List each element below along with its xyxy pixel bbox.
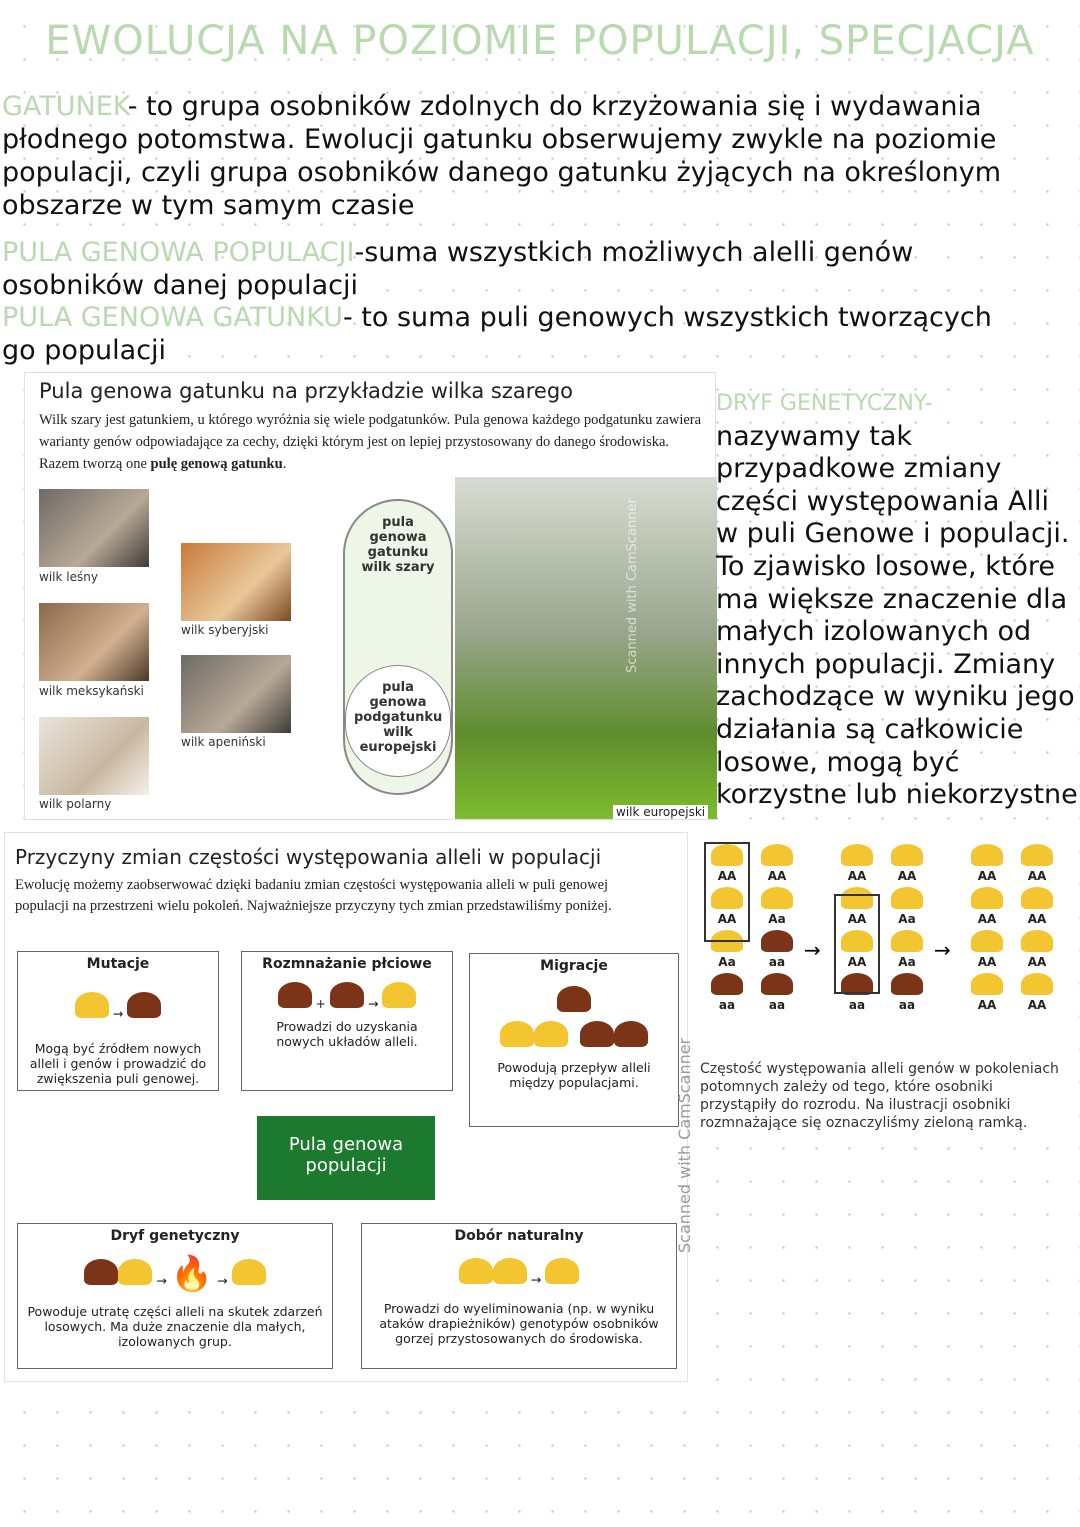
wolf-photo [181, 655, 291, 733]
migration-illustration [470, 1021, 678, 1050]
genotype-label: Aa [898, 955, 916, 969]
species-pool-label: pula genowa gatunku wilk szary [361, 515, 435, 575]
cause-title: Dryf genetyczny [110, 1228, 240, 1244]
genotype-label: AA [847, 912, 867, 926]
snail-genotype [834, 844, 880, 883]
genotype-label: aa [768, 998, 786, 1012]
gene-pool-center: Pula genowa populacji [257, 1116, 435, 1200]
allele-frequency-causes-figure [4, 832, 694, 1382]
genotype-label: aa [898, 998, 916, 1012]
definition-text: nazywamy tak przypadkowe zmiany części występowania Alli w puli Genowe i populacji. To zjawisko losowe, które ma większe znaczenie dla małych izolowanych od innych populacji. Zmiany zachodzące w wyniku jego działania są całkowicie losowe, mogą być korzystne lub niekorzystne [716, 420, 1078, 811]
snail-genotype [754, 844, 800, 883]
definition-text: -suma wszystkich możliwych alelli genów osobników danej populacji [2, 237, 914, 301]
drift-illustration: → 🔥 → [18, 1254, 332, 1294]
cause-text: Powodują przepływ alleli między populacjami. [497, 1060, 651, 1090]
breeding-frame [834, 894, 880, 994]
definition-text: - to grupa osobników zdolnych do krzyżowania się i wydawania płodnego potomstwa. Ewolucji gatunku obserwujemy zwykle na poziomie populacji, czyli grupa osobników danego gatunku żyjących na określonym obszarze w tym samym czasie [2, 91, 1002, 221]
watermark: Scanned with CamScanner [625, 498, 640, 673]
snail-genotype [884, 844, 930, 883]
generation-grid [964, 844, 1060, 1012]
caption: wilk syberyjski [181, 623, 269, 637]
caption: wilk polarny [39, 797, 112, 811]
genotype-label: AA [717, 869, 737, 883]
fire-icon: 🔥 [170, 1254, 214, 1294]
watermark: Scanned with CamScanner [675, 1037, 694, 1253]
snail-icon [761, 973, 793, 995]
snail-genotype [754, 887, 800, 926]
snail-genotype [964, 844, 1010, 883]
snail-icon [1021, 973, 1053, 995]
genotype-label: Aa [718, 955, 736, 969]
term: PULA GENOWA POPULACJI [2, 237, 355, 268]
wolf-gene-pool-figure [24, 372, 716, 820]
snail-genotype [1014, 844, 1060, 883]
genotype-label: AA [1027, 998, 1047, 1012]
snail-icon [891, 973, 923, 995]
wolf-photo [39, 489, 149, 567]
figure-body-text: Wilk szary jest gatunkiem, u którego wyróżnia się wiele podgatunków. Pula genowa każdego podgatunku zawiera warianty genów odpowiadające za cechy, dzięki którym jest on lepiej przystosowany do danego środowiska. Razem tworzą one [39, 412, 702, 472]
snail-icon [971, 887, 1003, 909]
genotype-label: Aa [898, 912, 916, 926]
snail-icon [841, 844, 873, 866]
snail-genotype [884, 887, 930, 926]
cause-dobor [361, 1223, 677, 1369]
figure-body: Ewolucję możemy zaobserwować dzięki badaniu zmian częstości występowania alleli w puli genowej populacji na przestrzeni wielu pokoleń. Najważniejsze przyczyny tych zmian przedstawiliśmy poniżej. [15, 877, 612, 914]
migration-illustration [470, 986, 678, 1015]
photo-caption: wilk europejski [613, 805, 708, 819]
genotype-label: aa [718, 998, 736, 1012]
snail-icon [761, 887, 793, 909]
figure-caption: Częstość występowania alleli genów w pokoleniach potomnych zależy od tego, które osobniki przystąpiły do rozrodu. Na ilustracji osobniki rozmnażające się oznaczyliśmy zieloną ramką. [700, 1061, 1059, 1131]
cause-rozmnazanie [241, 951, 453, 1091]
snail-icon [971, 844, 1003, 866]
genotype-label: AA [1027, 912, 1047, 926]
definition-pula-gatunku [2, 301, 1002, 367]
european-wolf-photo [455, 477, 717, 819]
snail-icon [891, 887, 923, 909]
cause-title: Rozmnażanie płciowe [262, 956, 432, 972]
figure-body-end: . [282, 456, 287, 472]
snail-icon [891, 844, 923, 866]
snail-genotype [754, 930, 800, 969]
definition-dryf [716, 388, 1078, 812]
snail-genotype [1014, 973, 1060, 1012]
genotype-label: aa [768, 955, 786, 969]
arrow-icon: → [934, 938, 951, 962]
genotype-label: aa [848, 998, 866, 1012]
mutation-illustration: → [18, 992, 218, 1021]
cause-text: Prowadzi do wyeliminowania (np. w wyniku ataków drapieżników) genotypów osobników gorzej przystosowanych do środowiska. [379, 1301, 659, 1346]
page-title: EWOLUCJA NA POZIOMIE POPULACJI, SPECJACJA [45, 18, 1035, 64]
genotype-label: Aa [768, 912, 786, 926]
cause-migracje [469, 953, 679, 1127]
snail-icon [711, 973, 743, 995]
cause-mutacje [17, 951, 219, 1091]
breeding-frame [704, 842, 750, 942]
snail-icon [971, 930, 1003, 952]
definition-gatunek [2, 90, 1072, 222]
definition-pula-populacji [2, 236, 1042, 302]
snail-genotype [964, 973, 1010, 1012]
term: GATUNEK [2, 91, 128, 122]
caption: wilk leśny [39, 570, 98, 584]
term: DRYF GENETYCZNY- [716, 391, 933, 416]
cause-text: Mogą być źródłem nowych alleli i genów i prowadzić do zwiększenia puli genowej. [29, 1041, 207, 1086]
figure-heading: Przyczyny zmian częstości występowania alleli w populacji [15, 845, 602, 869]
allele-generations-figure [700, 838, 1074, 1138]
cause-title: Dobór naturalny [454, 1228, 584, 1244]
snail-icon [971, 973, 1003, 995]
snail-icon [1021, 887, 1053, 909]
snail-icon [761, 930, 793, 952]
genotype-label: AA [767, 869, 787, 883]
subspecies-pool-label: pula genowa podgatunku wilk europejski [345, 665, 451, 777]
genotype-label: AA [977, 955, 997, 969]
arrow-icon: → [804, 938, 821, 962]
genotype-label: AA [977, 869, 997, 883]
cause-title: Migracje [540, 958, 608, 974]
genotype-label: AA [1027, 869, 1047, 883]
selection-illustration: → [362, 1258, 676, 1287]
wolf-photo [39, 717, 149, 795]
cause-text: Powoduje utratę części alleli na skutek zdarzeń losowych. Ma duże znaczenie dla małych, izolowanych grup. [27, 1304, 323, 1349]
snail-genotype [964, 930, 1010, 969]
genotype-label: AA [977, 998, 997, 1012]
snail-genotype [754, 973, 800, 1012]
term: PULA GENOWA GATUNKU [2, 302, 343, 333]
caption: wilk meksykański [39, 684, 144, 698]
genotype-label: AA [717, 912, 737, 926]
figure-body-bold: pulę genową gatunku [150, 456, 283, 472]
genotype-label: AA [897, 869, 917, 883]
snail-genotype [1014, 930, 1060, 969]
snail-icon [1021, 844, 1053, 866]
figure-body [39, 409, 709, 475]
genotype-label: AA [1027, 955, 1047, 969]
snail-genotype [1014, 887, 1060, 926]
cause-dryf [17, 1223, 333, 1369]
genotype-label: AA [847, 869, 867, 883]
snail-genotype [884, 973, 930, 1012]
snail-icon [761, 844, 793, 866]
figure-heading: Pula genowa gatunku na przykładzie wilka szarego [39, 379, 573, 403]
definition-text: - to suma puli genowych wszystkich tworzących go populacji [2, 302, 992, 366]
wolf-photo [39, 603, 149, 681]
cause-title: Mutacje [86, 956, 150, 972]
snail-genotype [704, 973, 750, 1012]
reproduction-illustration: + → [242, 982, 452, 1011]
snail-icon [1021, 930, 1053, 952]
wolf-photo [181, 543, 291, 621]
genotype-label: AA [977, 912, 997, 926]
snail-icon [891, 930, 923, 952]
snail-genotype [884, 930, 930, 969]
cause-text: Prowadzi do uzyskania nowych układów alleli. [276, 1019, 418, 1049]
genotype-label: AA [847, 955, 867, 969]
snail-genotype [964, 887, 1010, 926]
caption: wilk apeniński [181, 735, 266, 749]
